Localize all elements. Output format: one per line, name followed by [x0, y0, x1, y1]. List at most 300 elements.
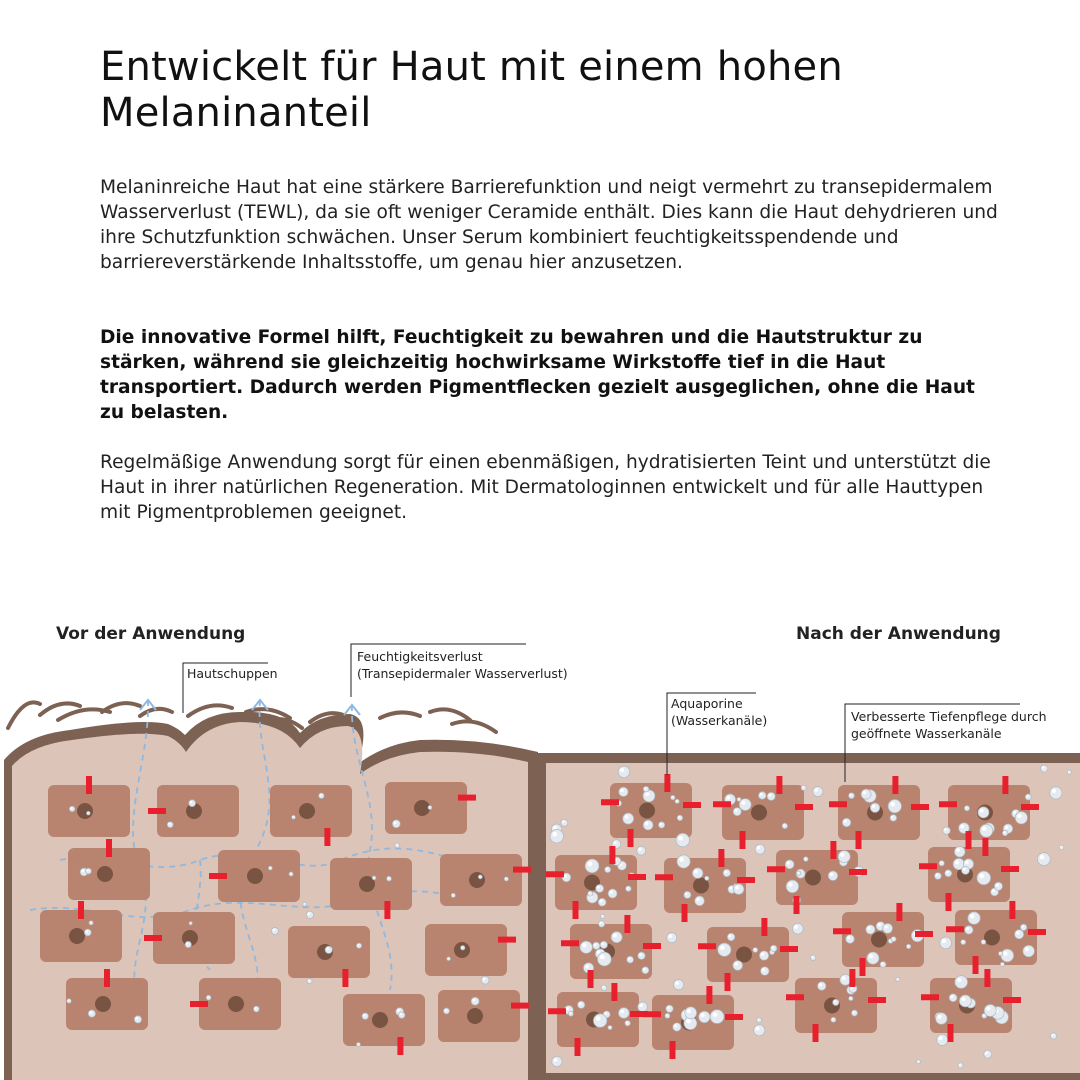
aquaporin-channel: [384, 901, 390, 919]
aquaporin-channel: [104, 969, 110, 987]
water-droplet: [977, 871, 991, 885]
water-droplet: [596, 884, 604, 892]
water-droplet-highlight: [840, 853, 844, 857]
water-droplet-highlight: [738, 798, 739, 799]
water-droplet: [968, 912, 980, 924]
water-droplet-highlight: [639, 1004, 642, 1007]
water-droplet-highlight: [701, 1013, 705, 1017]
water-droplet-highlight: [772, 946, 774, 948]
water-droplet: [356, 943, 361, 948]
water-droplet-highlight: [892, 938, 894, 940]
water-droplet-highlight: [357, 944, 359, 946]
aquaporin-channel: [664, 774, 670, 792]
water-droplet-highlight: [308, 980, 310, 982]
water-droplet-highlight: [596, 1016, 601, 1021]
aquaporin-channel: [896, 903, 902, 921]
water-droplet: [906, 944, 910, 948]
water-droplet: [896, 977, 900, 981]
water-droplet: [866, 925, 875, 934]
water-droplet: [754, 1025, 765, 1036]
moisture-loss-sublabel: (Transepidermaler Wasserverlust): [357, 666, 568, 681]
water-droplet: [601, 985, 607, 991]
water-droplet-highlight: [940, 861, 942, 863]
water-droplet: [755, 844, 765, 854]
water-droplet-highlight: [1040, 855, 1044, 859]
water-droplet-highlight: [254, 1007, 256, 1009]
water-droplet-highlight: [671, 796, 673, 798]
water-droplet: [723, 869, 730, 876]
water-droplet: [585, 859, 599, 873]
water-droplet-highlight: [955, 860, 959, 864]
water-droplet-highlight: [783, 824, 785, 826]
water-droplet-highlight: [609, 1026, 610, 1027]
water-droplet: [1020, 924, 1026, 930]
cell-nucleus: [228, 996, 244, 1012]
water-droplet: [253, 1006, 259, 1012]
water-droplet-highlight: [897, 978, 898, 979]
aquaporin-channel: [609, 846, 615, 864]
water-droplet-highlight: [979, 874, 984, 879]
water-droplet: [733, 961, 743, 971]
water-droplet-highlight: [569, 1012, 571, 1014]
water-droplet: [840, 974, 851, 985]
water-droplet-highlight: [869, 954, 873, 958]
water-droplet: [962, 866, 970, 874]
skin-scale: [430, 709, 470, 720]
water-droplet-highlight: [685, 893, 687, 895]
water-droplet: [89, 921, 93, 925]
water-droplet-highlight: [982, 827, 987, 832]
moisture-loss-annotation: [357, 648, 568, 682]
water-droplet-highlight: [1025, 947, 1029, 951]
water-droplet-highlight: [687, 1009, 691, 1013]
water-droplet-highlight: [970, 914, 974, 918]
aquaporin-channel: [776, 776, 782, 794]
aquaporin-channel: [682, 904, 688, 922]
aquaporin-channel: [780, 946, 798, 952]
water-droplet: [1050, 787, 1062, 799]
water-droplet-highlight: [588, 861, 593, 866]
water-droplet: [593, 942, 600, 949]
water-droplet-highlight: [1003, 831, 1005, 833]
aquaporin-channel: [458, 795, 476, 801]
aquaporin-channel: [78, 901, 84, 919]
water-droplet-highlight: [696, 898, 699, 901]
usage-paragraph: Regelmäßige Anwendung sorgt für einen ebenmäßigen, hydratisierten Teint und unterstützt die Haut in ihrer natürlichen Regeneration. Mit Dermatologinnen entwickelt und für alle Hauttypen mit Pigmentproblemen geeignet.: [100, 452, 991, 523]
water-droplet: [185, 941, 191, 947]
water-droplet: [870, 803, 879, 812]
water-droplet-highlight: [620, 789, 623, 792]
water-droplet-highlight: [788, 882, 792, 886]
water-droplet-highlight: [644, 787, 646, 789]
water-droplet: [890, 815, 897, 822]
aquaporin-channel: [829, 801, 847, 807]
water-droplet: [611, 932, 622, 943]
water-droplet: [637, 846, 646, 855]
cell-nucleus: [805, 870, 821, 886]
water-droplet: [810, 955, 815, 960]
aquaporin-channel: [911, 804, 929, 810]
water-droplet-highlight: [815, 788, 819, 792]
water-droplet: [880, 961, 886, 967]
water-droplet: [1067, 770, 1071, 774]
water-droplet-highlight: [566, 1007, 569, 1010]
water-droplet: [757, 1018, 762, 1023]
water-droplet: [1002, 830, 1007, 835]
water-droplet: [861, 789, 871, 799]
water-droplet-highlight: [207, 996, 209, 998]
cell-nucleus: [469, 872, 485, 888]
water-droplet-highlight: [292, 816, 293, 817]
water-droplet-highlight: [802, 786, 804, 788]
water-droplet-highlight: [939, 1036, 943, 1040]
water-droplet-highlight: [87, 812, 88, 813]
water-droplet: [362, 1013, 368, 1019]
water-droplet-highlight: [735, 886, 739, 890]
water-droplet: [828, 871, 838, 881]
water-droplet-highlight: [983, 1014, 985, 1016]
water-droplet-highlight: [564, 875, 567, 878]
water-droplet: [801, 785, 806, 790]
water-droplet-highlight: [760, 793, 763, 796]
water-droplet-highlight: [645, 822, 648, 825]
water-droplet: [1050, 1033, 1056, 1039]
water-droplet-highlight: [387, 877, 389, 879]
water-droplet: [849, 793, 855, 799]
water-droplet: [939, 861, 944, 866]
cell-nucleus: [299, 803, 315, 819]
water-droplet-highlight: [1052, 789, 1056, 793]
water-droplet-highlight: [290, 873, 291, 874]
water-droplet: [980, 824, 993, 837]
water-droplet: [189, 800, 196, 807]
water-droplet: [767, 792, 775, 800]
cell-nucleus: [97, 866, 113, 882]
water-droplet: [593, 1014, 606, 1027]
cell-nucleus: [751, 805, 767, 821]
water-droplet-highlight: [872, 805, 875, 808]
aquaporin-channel: [706, 986, 712, 1004]
aquaporin-channel: [1021, 804, 1039, 810]
moisture-loss-label: Feuchtigkeitsverlust: [357, 649, 483, 664]
aquaporin-channel: [546, 871, 564, 877]
aquaporin-channel: [397, 1037, 403, 1055]
water-droplet: [759, 951, 768, 960]
water-droplet: [940, 937, 952, 949]
water-droplet-highlight: [400, 1013, 402, 1015]
water-droplet: [1037, 853, 1050, 866]
water-droplet: [447, 957, 451, 961]
water-droplet: [770, 945, 776, 951]
water-droplet: [307, 979, 312, 984]
water-droplet-highlight: [884, 925, 887, 928]
water-droplet-highlight: [473, 999, 476, 1002]
water-droplet: [851, 1010, 857, 1016]
water-droplet: [984, 1050, 992, 1058]
cell-nucleus: [871, 932, 887, 948]
aquaporin-channel: [513, 867, 531, 873]
water-droplet-highlight: [666, 1014, 668, 1016]
water-droplet-highlight: [562, 821, 564, 823]
water-droplet: [568, 1011, 573, 1016]
water-droplet: [959, 995, 971, 1007]
care-annotation: [851, 708, 1047, 742]
scales-label: Hautschuppen: [187, 666, 278, 681]
aquaporin-channel: [813, 1024, 819, 1042]
aquaporin-channel: [1003, 997, 1021, 1003]
water-droplet: [685, 1007, 697, 1019]
water-droplet: [671, 795, 675, 799]
water-droplet: [705, 876, 709, 880]
water-droplet: [504, 877, 508, 881]
water-droplet: [753, 948, 758, 953]
water-droplet: [699, 1011, 710, 1022]
aquaporin-channel: [946, 926, 964, 932]
water-droplet-highlight: [639, 953, 642, 956]
aquaporin-annotation: [671, 695, 767, 729]
aquaporin-channel: [915, 931, 933, 937]
water-droplet-highlight: [186, 942, 188, 944]
water-droplet: [86, 868, 92, 874]
water-droplet-highlight: [447, 958, 448, 959]
cell-nucleus: [69, 928, 85, 944]
water-droplet: [303, 902, 307, 906]
water-droplet: [1015, 930, 1024, 939]
water-droplet-highlight: [727, 796, 731, 800]
water-droplet-highlight: [1022, 925, 1024, 927]
water-droplet: [88, 1010, 95, 1017]
water-droplet-highlight: [741, 801, 745, 805]
water-droplet: [937, 1034, 948, 1045]
water-droplet: [935, 873, 942, 880]
water-droplet-highlight: [942, 939, 946, 943]
aquaporin-channel: [786, 994, 804, 1000]
water-droplet-highlight: [853, 1011, 855, 1013]
water-droplet-highlight: [830, 873, 833, 876]
aquaporin-channel: [919, 863, 937, 869]
water-droplet: [552, 1056, 562, 1066]
before-label: Vor der Anwendung: [56, 624, 246, 644]
water-droplet: [478, 875, 482, 879]
water-droplet: [761, 967, 769, 975]
water-droplet: [945, 870, 952, 877]
water-droplet-highlight: [1016, 931, 1019, 934]
water-droplet-highlight: [960, 825, 964, 829]
water-droplet: [550, 829, 563, 842]
aquaporin-channel: [966, 831, 972, 849]
water-droplet-highlight: [936, 874, 938, 876]
water-droplet-highlight: [957, 978, 961, 982]
water-droplet-highlight: [694, 870, 698, 874]
water-droplet-highlight: [819, 983, 822, 986]
water-droplet: [786, 880, 799, 893]
water-droplet: [978, 807, 989, 818]
care-sublabel: geöffnete Wasserkanäle: [851, 726, 1002, 741]
water-droplet-highlight: [946, 871, 948, 873]
water-droplet: [676, 833, 689, 846]
water-droplet: [638, 952, 645, 959]
water-droplet: [842, 818, 851, 827]
water-droplet-highlight: [604, 1012, 606, 1014]
water-droplet: [319, 793, 324, 798]
water-droplet-highlight: [881, 963, 883, 965]
water-droplet: [325, 946, 332, 953]
water-droplet-highlight: [396, 844, 398, 846]
water-droplet: [891, 937, 896, 942]
aquaporin-channel: [946, 893, 952, 911]
cell-nucleus: [95, 996, 111, 1012]
water-droplet: [758, 792, 766, 800]
aquaporin-channel: [683, 802, 701, 808]
water-droplet-highlight: [678, 836, 683, 841]
aquaporin-channel: [588, 970, 594, 988]
water-droplet-highlight: [889, 940, 891, 942]
aquaporin-channel: [628, 829, 634, 847]
water-droplet: [292, 815, 296, 819]
water-droplet-highlight: [269, 867, 270, 868]
water-droplet: [619, 787, 628, 796]
aquaporin-channel: [670, 1041, 676, 1059]
water-droplet-highlight: [81, 869, 84, 872]
water-droplet-highlight: [999, 952, 1000, 953]
water-droplet: [677, 855, 690, 868]
water-droplet-highlight: [89, 1011, 92, 1014]
cell-nucleus: [414, 800, 430, 816]
water-droplet: [392, 820, 400, 828]
water-droplet: [831, 1017, 836, 1022]
skin-scale: [8, 702, 40, 728]
water-droplet-highlight: [483, 978, 486, 981]
water-droplet: [643, 786, 649, 792]
skin-diagram: [0, 640, 1080, 1080]
water-droplet: [817, 982, 826, 991]
aquaporin-channel: [643, 1011, 661, 1017]
water-droplet: [797, 871, 801, 875]
aquaporin-channel: [190, 1001, 208, 1007]
water-droplet: [673, 980, 683, 990]
water-droplet: [984, 1004, 996, 1016]
aquaporin-channel: [973, 956, 979, 974]
aquaporin-channel: [324, 828, 330, 846]
water-droplet: [1000, 962, 1004, 966]
water-droplet: [727, 933, 735, 941]
water-droplet: [965, 926, 973, 934]
water-droplet-highlight: [668, 934, 672, 938]
water-droplet-highlight: [610, 891, 613, 894]
water-droplet: [804, 857, 809, 862]
aquaporin-channel: [725, 1014, 743, 1020]
aquaporin-channel: [718, 849, 724, 867]
aquaporin-channel: [982, 838, 988, 856]
water-droplet: [949, 994, 957, 1002]
water-droplet: [84, 929, 91, 936]
water-droplet: [849, 996, 853, 1000]
water-droplet-highlight: [676, 800, 677, 801]
water-droplet: [643, 820, 653, 830]
water-droplet-highlight: [850, 794, 852, 796]
water-droplet: [888, 800, 901, 813]
water-droplet-highlight: [944, 828, 947, 831]
water-droplet-highlight: [479, 876, 480, 877]
water-droplet-highlight: [190, 801, 192, 803]
water-droplet-highlight: [628, 957, 630, 959]
cell-nucleus: [984, 930, 1000, 946]
water-droplet: [443, 1008, 449, 1014]
aquaporin-channel: [795, 804, 813, 810]
aquaporin-sublabel: (Wasserkanäle): [671, 713, 768, 728]
water-droplet-highlight: [1042, 766, 1045, 769]
aquaporin-channel: [575, 1038, 581, 1056]
aquaporin-channel: [342, 969, 348, 987]
aquaporin-channel: [1028, 929, 1046, 935]
water-droplet: [398, 1012, 404, 1018]
water-droplet: [588, 891, 593, 896]
water-droplet-highlight: [756, 1027, 760, 1031]
water-droplet-highlight: [1005, 826, 1008, 829]
water-droplet-highlight: [68, 1000, 70, 1002]
water-droplet-highlight: [769, 794, 772, 797]
water-droplet: [710, 1010, 724, 1024]
water-droplet-highlight: [452, 894, 453, 895]
water-droplet-highlight: [965, 807, 967, 809]
water-droplet-highlight: [357, 1043, 358, 1044]
aquaporin-channel: [209, 873, 227, 879]
aquaporin-channel: [767, 866, 785, 872]
water-droplet-highlight: [797, 872, 799, 874]
water-droplet-highlight: [1068, 771, 1069, 772]
water-droplet: [675, 799, 679, 803]
aquaporin-channel: [868, 997, 886, 1003]
water-droplet-highlight: [844, 820, 847, 823]
aquaporin-channel: [849, 869, 867, 875]
water-droplet: [206, 995, 211, 1000]
water-droplet-highlight: [585, 965, 589, 969]
water-droplet-highlight: [136, 1017, 139, 1020]
water-droplet-highlight: [992, 889, 995, 892]
aquaporin-channel: [713, 801, 731, 807]
water-droplet-highlight: [959, 1064, 961, 1066]
cell-nucleus: [639, 803, 655, 819]
water-droplet-highlight: [678, 816, 680, 818]
water-droplet-highlight: [720, 945, 725, 950]
water-droplet-highlight: [735, 962, 738, 965]
water-droplet: [1015, 812, 1027, 824]
water-droplet-highlight: [762, 968, 765, 971]
water-droplet-highlight: [863, 791, 867, 795]
page-title: Entwickelt für Haut mit einem hohen Melaninanteil: [100, 44, 843, 136]
water-droplet-highlight: [602, 986, 604, 988]
water-droplet-highlight: [363, 1014, 365, 1016]
water-droplet: [943, 827, 950, 834]
water-droplet: [999, 952, 1003, 956]
water-droplet: [883, 923, 893, 933]
aquaporin-channel: [573, 901, 579, 919]
water-droplet: [1001, 949, 1014, 962]
water-droplet: [954, 846, 965, 857]
water-droplet: [964, 806, 969, 811]
water-droplet-highlight: [645, 792, 649, 796]
water-droplet: [387, 876, 392, 881]
water-droplet-highlight: [917, 1060, 918, 1061]
cell-nucleus: [247, 868, 263, 884]
water-droplet-highlight: [996, 884, 999, 887]
aquaporin-channel: [830, 841, 836, 859]
water-droplet-highlight: [554, 1058, 558, 1062]
water-droplet: [785, 860, 794, 869]
water-droplet: [665, 1013, 670, 1018]
water-droplet-highlight: [620, 768, 624, 772]
water-droplet-highlight: [847, 936, 850, 939]
